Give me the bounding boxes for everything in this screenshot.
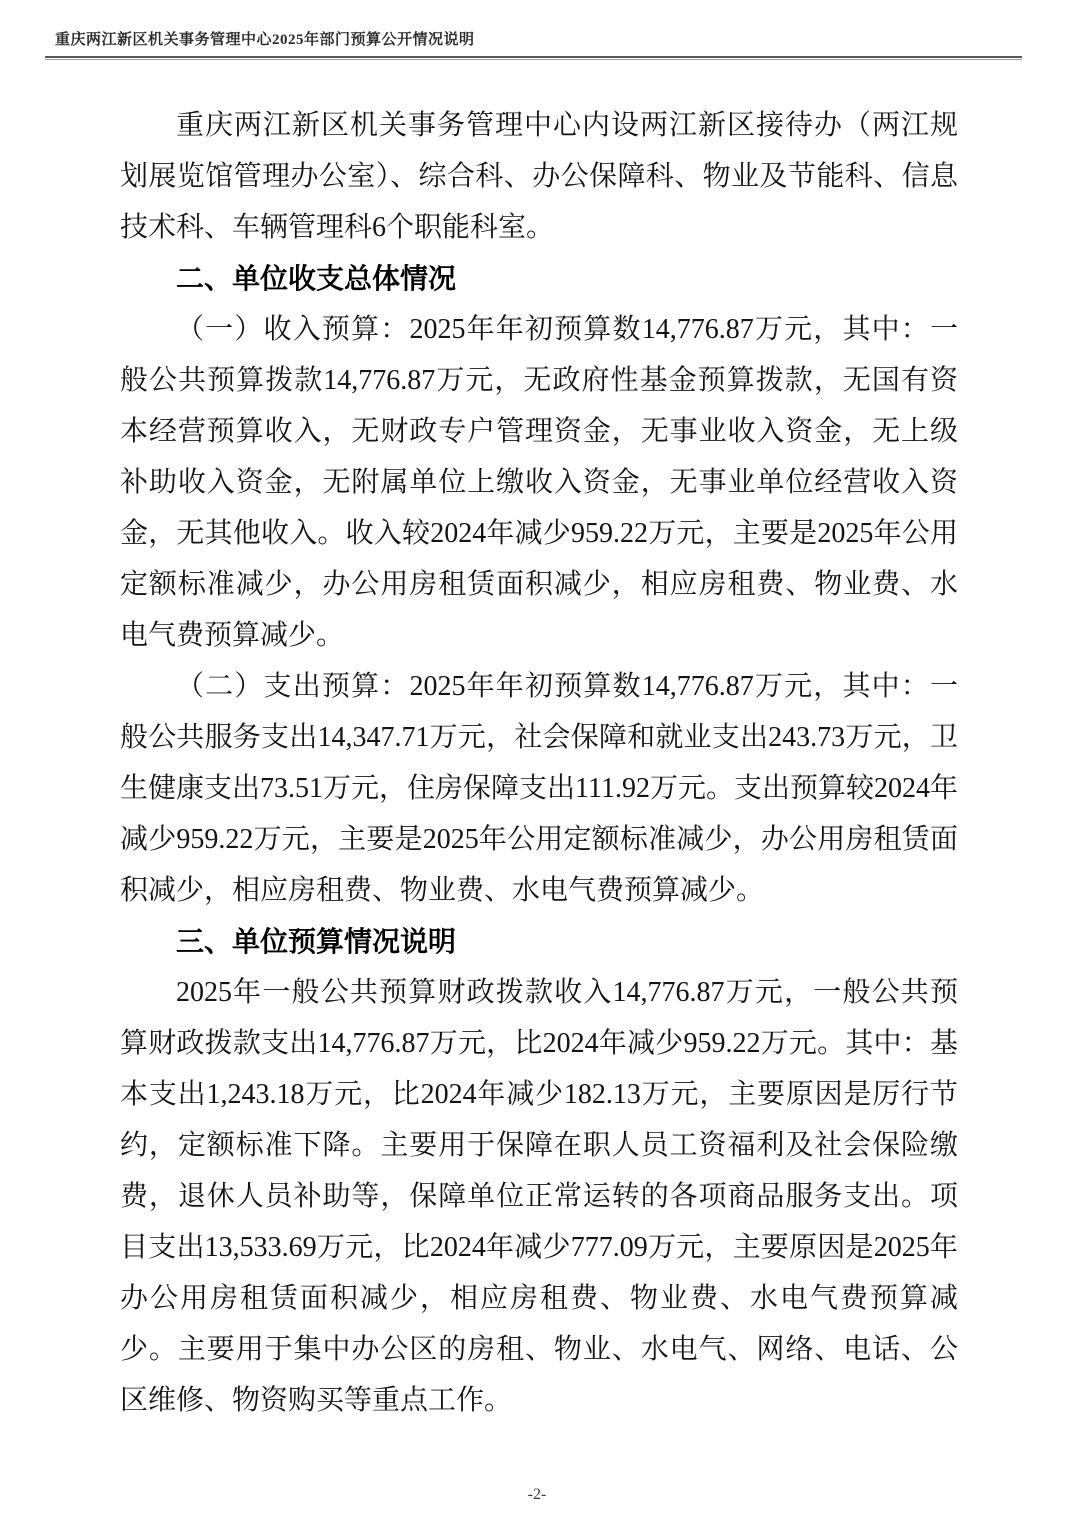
header-rule — [45, 56, 1022, 60]
header-title: 重庆两江新区机关事务管理中心2025年部门预算公开情况说明 — [55, 32, 475, 48]
paragraph-expenditure-budget: （二）支出预算：2025年年初预算数14,776.87万元，其中：一般公共服务支出14,347.71万元，社会保障和就业支出243.73万元，卫生健康支出73.51万元，住房保障支出111.92万元。支出预算较2024年减少959.22万元，主要是2025年公用定额标准减少，办公用房租赁面积减少，相应房租费、物业费、水电气费预算减少。 — [120, 671, 958, 906]
page-footer — [0, 1486, 1074, 1504]
paragraph-budget-detail: 2025年一般公共预算财政拨款收入14,776.87万元，一般公共预算财政拨款支出14,776.87万元，比2024年减少959.22万元。其中：基本支出1,243.18万元，比2024年减少182.13万元，主要原因是厉行节约，定额标准下降。主要用于保障在职人员工资福利及社会保险缴费，退休人员补助等，保障单位正常运转的各项商品服务支出。项目支出13,533.69万元，比2024年减少777.09万元，主要原因是2025年办公用房租赁面积减少，相应房租费、物业费、水电气费预算减少。主要用于集中办公区的房租、物业、水电气、网络、电话、公区维修、物资购买等重点工作。 — [120, 977, 958, 1416]
paragraph-income-budget: （一）收入预算：2025年年初预算数14,776.87万元，其中：一般公共预算拨款14,776.87万元，无政府性基金预算拨款，无国有资本经营预算收入，无财政专户管理资金，无事业收入资金，无上级补助收入资金，无附属单位上缴收入资金，无事业单位经营收入资金，无其他收入。收入较2024年减少959.22万元，主要是2025年公用定额标准减少，办公用房租赁面积减少，相应房租费、物业费、水电气费预算减少。 — [120, 314, 958, 651]
paragraph-departments: 重庆两江新区机关事务管理中心内设两江新区接待办（两江规划展览馆管理办公室）、综合科、办公保障科、物业及节能科、信息技术科、车辆管理科6个职能科室。 — [120, 110, 958, 243]
page-number: -2- — [527, 1486, 547, 1503]
section-heading-revenue-expenditure-overview: 二、单位收支总体情况 — [176, 263, 457, 294]
section-heading-budget-explanation: 三、单位预算情况说明 — [176, 926, 457, 957]
document-body — [120, 100, 958, 1426]
page-header — [45, 28, 1022, 60]
